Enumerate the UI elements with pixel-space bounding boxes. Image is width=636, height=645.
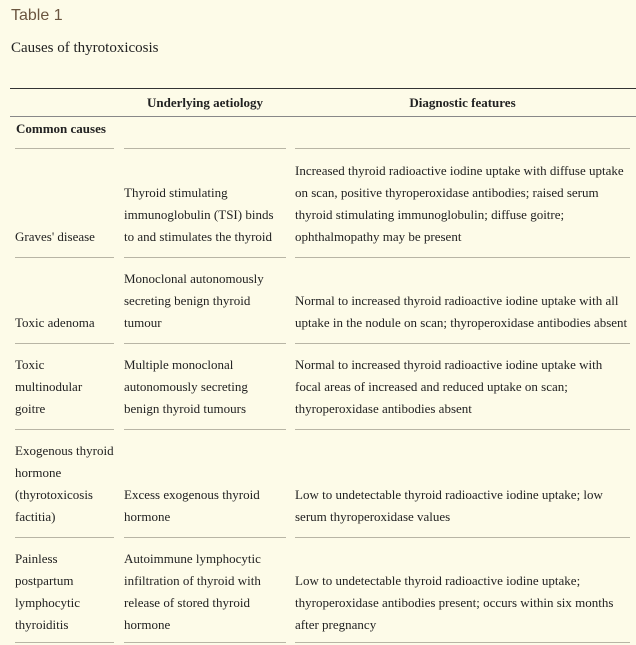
table-row-aetiology: Autoimmune lymphocytic infiltration of thyroid with release of stored thyroid hormone (124, 537, 286, 638)
table-caption: Causes of thyrotoxicosis (11, 40, 159, 56)
table-row-cause: Painless postpartum lymphocytic thyroiditis (15, 537, 114, 638)
table-row-aetiology: Thyroid stimulating immunoglobulin (TSI) binds to and stimulates the thyroid (124, 148, 286, 250)
table-row-cause: Toxic adenoma (15, 257, 114, 336)
table-row-cause: Exogenous thyroid hormone (thyrotoxicosis factitia) (15, 429, 114, 530)
table-row-features: Normal to increased thyroid radioactive iodine uptake with all uptake in the nodule on scan; thyroperoxidase antibodies absent (295, 257, 630, 336)
table-row-cause: Toxic multinodular goitre (15, 343, 114, 422)
table-row-features: Low to undetectable thyroid radioactive iodine uptake; low serum thyroperoxidase values (295, 429, 630, 530)
table-top-rule (10, 88, 636, 89)
header-features: Diagnostic features (409, 95, 516, 110)
row-bottom-rule (124, 642, 286, 643)
table-row-features: Normal to increased thyroid radioactive iodine uptake with focal areas of increased and reduced uptake on scan; thyroperoxidase antibodies absent (295, 343, 630, 422)
table-row-features: Low to undetectable thyroid radioactive iodine uptake; thyroperoxidase antibodies present; occurs within six months after pregnancy (295, 537, 630, 638)
row-bottom-rule (15, 642, 114, 643)
table-row-aetiology: Multiple monoclonal autonomously secreting benign thyroid tumours (124, 343, 286, 422)
table-row-aetiology: Monoclonal autonomously secreting benign thyroid tumour (124, 257, 286, 336)
header-aetiology: Underlying aetiology (147, 95, 263, 110)
row-bottom-rule (295, 642, 630, 643)
header-rule (10, 116, 636, 117)
table-row-cause: Graves' disease (15, 148, 114, 250)
section-heading: Common causes (16, 121, 106, 136)
table-label: Table 1 (11, 7, 63, 24)
table-row-features: Increased thyroid radioactive iodine uptake with diffuse uptake on scan, positive thyroperoxidase antibodies; raised serum thyroid stimulating immunoglobulin; diffuse goitre; ophthalmopathy may be present (295, 148, 630, 250)
table-row-aetiology: Excess exogenous thyroid hormone (124, 429, 286, 530)
